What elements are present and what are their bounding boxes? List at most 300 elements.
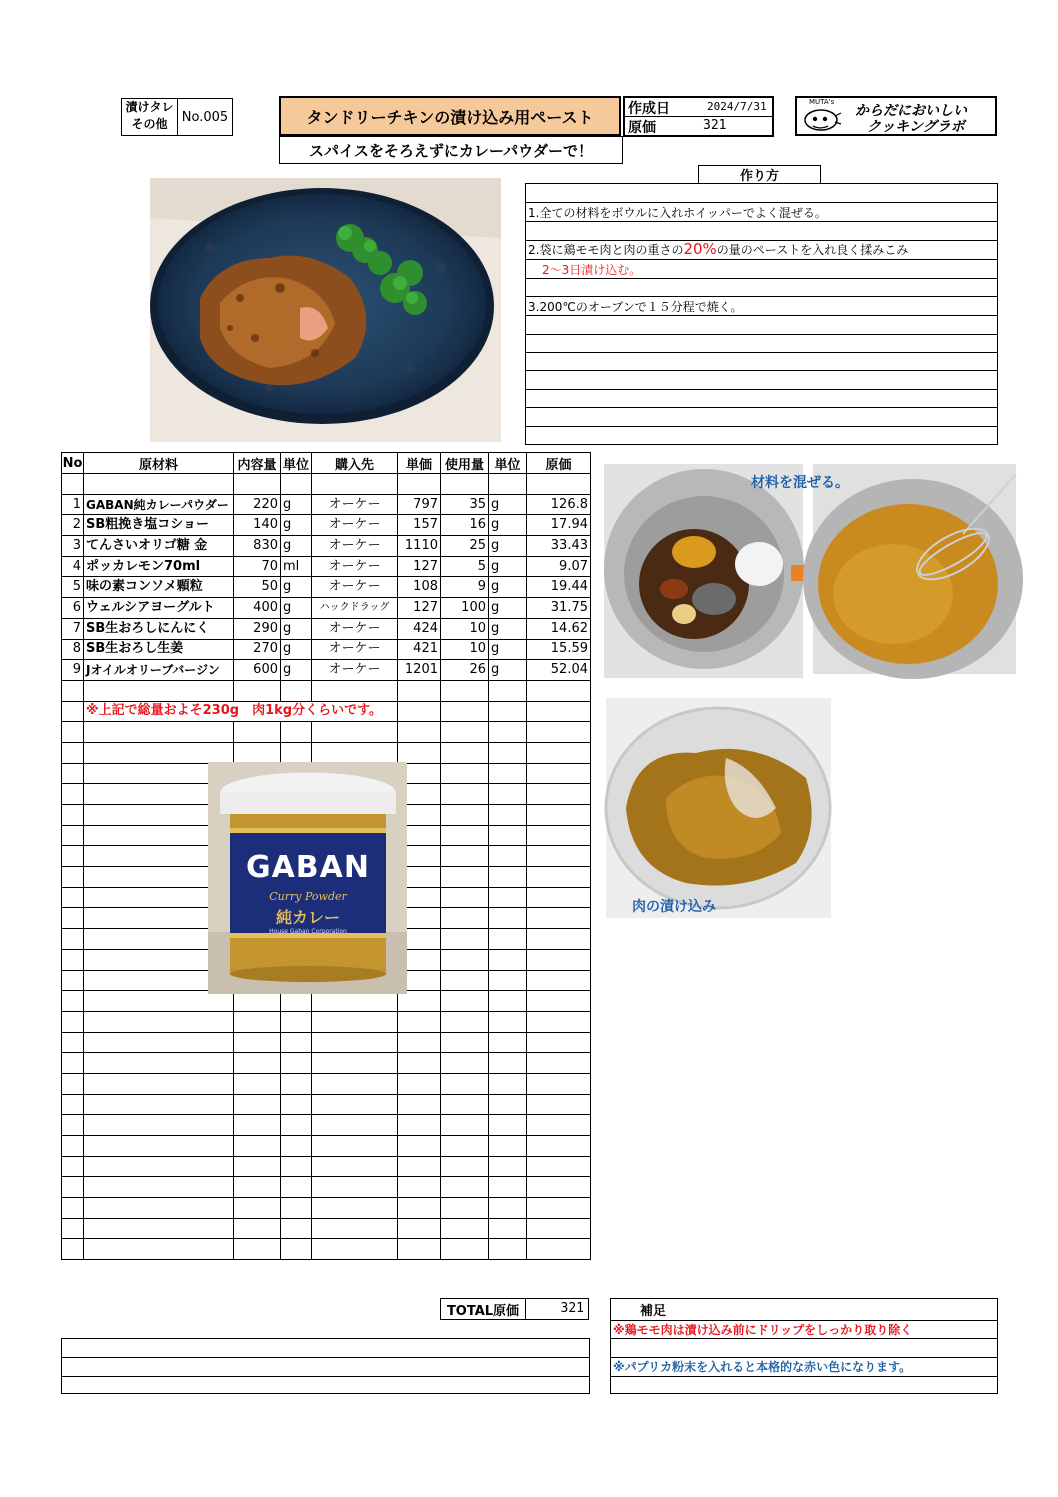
cell-cost: 126.8	[527, 494, 591, 515]
cell-usage: 25	[441, 536, 489, 557]
cell-no	[62, 763, 84, 784]
cell-ingredient: GABAN純カレーパウダー	[84, 494, 234, 515]
cell-unit-price	[398, 1115, 441, 1136]
cell-usage	[441, 680, 489, 701]
cell-unit: g	[281, 660, 312, 681]
cell-usage	[441, 474, 489, 495]
cell-cost	[527, 1032, 591, 1053]
cell-unit-price: 421	[398, 639, 441, 660]
cell-usage: 16	[441, 515, 489, 536]
cell-unit-price	[398, 1136, 441, 1157]
cell-cost: 19.44	[527, 577, 591, 598]
empty-cell	[441, 701, 489, 722]
empty-cell	[398, 701, 441, 722]
cell-content	[234, 1094, 281, 1115]
cell-no	[62, 784, 84, 805]
category-line2: その他	[131, 117, 168, 131]
cell-no	[62, 1136, 84, 1157]
logo-line1: からだにおいしい	[855, 103, 967, 119]
cell-store	[312, 1032, 398, 1053]
cell-cost	[527, 846, 591, 867]
table-row	[62, 494, 591, 515]
cell-usage-unit	[489, 929, 527, 950]
cell-usage-unit: g	[489, 660, 527, 681]
method-heading: 作り方	[698, 165, 821, 184]
gaban-can-photo	[208, 762, 407, 994]
memo-box	[61, 1338, 590, 1394]
cell-cost: 9.07	[527, 556, 591, 577]
cell-ingredient: ポッカレモン70ml	[84, 556, 234, 577]
cell-ingredient: てんさいオリゴ糖 金	[84, 536, 234, 557]
table-note-row	[62, 701, 591, 722]
cell-unit	[281, 1239, 312, 1260]
cell-no	[62, 1218, 84, 1239]
cell-no	[62, 1053, 84, 1074]
cell-store	[312, 1177, 398, 1198]
header-ingredient: 原材料	[84, 453, 234, 474]
cell-cost	[527, 1115, 591, 1136]
cell-content	[234, 1053, 281, 1074]
cell-usage-unit	[489, 742, 527, 763]
cell-ingredient	[84, 1136, 234, 1157]
cell-unit-price	[398, 722, 441, 743]
cell-store	[312, 1198, 398, 1219]
cell-usage-unit	[489, 867, 527, 888]
page-subtitle: スパイスをそろえずにカレーパウダーで！	[279, 136, 623, 164]
table-row	[62, 515, 591, 536]
cell-content: 290	[234, 618, 281, 639]
cell-usage	[441, 763, 489, 784]
table-row	[62, 742, 591, 763]
cell-unit-price	[398, 1011, 441, 1032]
category-box	[121, 98, 178, 136]
cell-cost	[527, 1094, 591, 1115]
cell-no	[62, 970, 84, 991]
cell-ingredient	[84, 722, 234, 743]
table-row	[62, 1218, 591, 1239]
cell-usage-unit: g	[489, 494, 527, 515]
cell-usage-unit	[489, 474, 527, 495]
cell-usage	[441, 970, 489, 991]
cell-content	[234, 722, 281, 743]
cell-unit: g	[281, 639, 312, 660]
cell-no	[62, 887, 84, 908]
empty-cell	[489, 701, 527, 722]
cell-no	[62, 825, 84, 846]
table-row	[62, 577, 591, 598]
cell-store	[312, 1156, 398, 1177]
table-row	[62, 680, 591, 701]
logo-line2: クッキングラボ	[867, 119, 965, 135]
cell-ingredient	[84, 1218, 234, 1239]
date-value: 2024/7/31	[707, 100, 767, 113]
table-row	[62, 1073, 591, 1094]
cell-usage-unit	[489, 846, 527, 867]
method-step-2-days: 2～3日漬け込む。	[542, 263, 642, 277]
cell-usage	[441, 846, 489, 867]
cell-unit-price: 797	[398, 494, 441, 515]
cell-no: 1	[62, 494, 84, 515]
cell-ingredient	[84, 1073, 234, 1094]
cell-usage-unit	[489, 908, 527, 929]
date-label: 作成日	[628, 101, 670, 117]
cell-usage-unit	[489, 1094, 527, 1115]
cell-store	[312, 680, 398, 701]
cell-content: 70	[234, 556, 281, 577]
cell-usage: 9	[441, 577, 489, 598]
cell-ingredient	[84, 1053, 234, 1074]
cell-no	[62, 1073, 84, 1094]
cell-unit-price	[398, 1032, 441, 1053]
cell-content: 140	[234, 515, 281, 536]
cell-no	[62, 680, 84, 701]
cell-content	[234, 1156, 281, 1177]
cell-usage: 100	[441, 598, 489, 619]
table-row	[62, 536, 591, 557]
cell-usage-unit	[489, 887, 527, 908]
cell-unit	[281, 1094, 312, 1115]
cell-unit-price	[398, 1094, 441, 1115]
cell-unit-price: 1201	[398, 660, 441, 681]
method-step-2-text-b: の量のペーストを入れ良く揉みこみ	[716, 243, 909, 257]
cell-unit-price	[398, 1073, 441, 1094]
cell-unit-price	[398, 1239, 441, 1260]
can-sub: Curry Powder	[269, 890, 347, 903]
cell-unit-price	[398, 680, 441, 701]
cell-usage-unit	[489, 1177, 527, 1198]
cell-unit-price	[398, 1156, 441, 1177]
cell-unit	[281, 722, 312, 743]
cell-cost	[527, 1239, 591, 1260]
cost-value: 321	[703, 118, 727, 133]
cell-cost	[527, 474, 591, 495]
recipe-number: No.005	[177, 98, 233, 136]
cell-usage-unit	[489, 1218, 527, 1239]
cell-store: オーケー	[312, 536, 398, 557]
cell-cost	[527, 1156, 591, 1177]
cell-no	[62, 929, 84, 950]
cell-cost	[527, 929, 591, 950]
cell-usage-unit: g	[489, 536, 527, 557]
cell-unit	[281, 1073, 312, 1094]
table-row	[62, 556, 591, 577]
cell-usage-unit	[489, 1032, 527, 1053]
cell-cost: 17.94	[527, 515, 591, 536]
cell-content	[234, 1115, 281, 1136]
header-usage: 使用量	[441, 453, 489, 474]
cell-usage-unit	[489, 680, 527, 701]
total-label: TOTAL原価	[440, 1298, 526, 1320]
cell-no	[62, 1094, 84, 1115]
cell-content: 270	[234, 639, 281, 660]
table-header-row	[62, 453, 591, 474]
cell-store	[312, 1094, 398, 1115]
cell-ingredient: SB生おろしにんにく	[84, 618, 234, 639]
cell-unit-price	[398, 1053, 441, 1074]
tandoori-chicken-photo	[150, 178, 501, 442]
cell-usage-unit	[489, 1053, 527, 1074]
cell-store	[312, 1053, 398, 1074]
cell-no	[62, 701, 84, 722]
table-row	[62, 1032, 591, 1053]
cell-no: 4	[62, 556, 84, 577]
cell-unit-price	[398, 742, 441, 763]
cell-usage	[441, 1136, 489, 1157]
cell-unit-price	[398, 1218, 441, 1239]
cell-no	[62, 949, 84, 970]
cell-usage-unit: g	[489, 515, 527, 536]
cell-cost	[527, 1011, 591, 1032]
cell-usage-unit	[489, 1156, 527, 1177]
cell-usage	[441, 1032, 489, 1053]
cell-no	[62, 1239, 84, 1260]
cell-store: オーケー	[312, 494, 398, 515]
cell-content	[234, 1218, 281, 1239]
table-row	[62, 1239, 591, 1260]
cell-no	[62, 805, 84, 826]
table-row	[62, 598, 591, 619]
cell-usage-unit	[489, 805, 527, 826]
cell-store: オーケー	[312, 515, 398, 536]
cell-unit: ml	[281, 556, 312, 577]
cell-no	[62, 846, 84, 867]
cell-content	[234, 1198, 281, 1219]
cell-cost	[527, 1198, 591, 1219]
can-brand: GABAN	[245, 850, 371, 885]
cell-unit-price: 1110	[398, 536, 441, 557]
cell-store	[312, 742, 398, 763]
marinate-caption: 肉の漬け込み	[632, 899, 716, 915]
cell-usage: 26	[441, 660, 489, 681]
brand-logo	[795, 96, 997, 136]
cell-unit-price: 424	[398, 618, 441, 639]
cell-usage-unit	[489, 722, 527, 743]
header-no: No	[62, 453, 84, 474]
cell-usage: 10	[441, 618, 489, 639]
cell-usage	[441, 908, 489, 929]
cell-usage	[441, 825, 489, 846]
cell-usage	[441, 1177, 489, 1198]
cell-usage	[441, 1115, 489, 1136]
cell-usage-unit: g	[489, 556, 527, 577]
cell-content	[234, 1073, 281, 1094]
cell-ingredient	[84, 1011, 234, 1032]
cell-cost	[527, 991, 591, 1012]
cell-unit: g	[281, 494, 312, 515]
cell-unit: g	[281, 536, 312, 557]
table-row	[62, 639, 591, 660]
cell-store: オーケー	[312, 577, 398, 598]
cell-usage	[441, 867, 489, 888]
cell-no	[62, 722, 84, 743]
cell-cost	[527, 680, 591, 701]
header-cost: 原価	[527, 453, 591, 474]
page-title: タンドリーチキンの漬け込み用ペースト	[279, 96, 621, 136]
cell-store	[312, 1218, 398, 1239]
cell-usage: 5	[441, 556, 489, 577]
cell-no: 2	[62, 515, 84, 536]
cell-ingredient	[84, 1032, 234, 1053]
cell-unit-price	[398, 474, 441, 495]
cell-cost	[527, 742, 591, 763]
method-step-3: 3.200℃のオーブンで１５分程で焼く。	[528, 300, 743, 314]
cell-no	[62, 991, 84, 1012]
cell-usage	[441, 1053, 489, 1074]
cell-unit: g	[281, 598, 312, 619]
supplement-note-1: ※鶏モモ肉は漬け込み前にドリップをしっかり取り除く	[613, 1323, 913, 1337]
cell-no	[62, 1115, 84, 1136]
cell-cost	[527, 1218, 591, 1239]
cell-cost	[527, 784, 591, 805]
cell-content	[234, 680, 281, 701]
cell-usage-unit: g	[489, 577, 527, 598]
header-content: 内容量	[234, 453, 281, 474]
table-row	[62, 1011, 591, 1032]
ingredients-bowl-photo	[604, 464, 803, 678]
cell-unit-price: 157	[398, 515, 441, 536]
total-value: 321	[525, 1298, 589, 1320]
cell-store	[312, 1239, 398, 1260]
cell-no	[62, 1198, 84, 1219]
cell-cost	[527, 970, 591, 991]
cell-store: オーケー	[312, 556, 398, 577]
cell-content	[234, 742, 281, 763]
table-row	[62, 1053, 591, 1074]
table-row	[62, 1198, 591, 1219]
logo-small-text: MUTA's	[809, 98, 835, 106]
table-row	[62, 1136, 591, 1157]
cell-usage-unit	[489, 1011, 527, 1032]
cell-cost	[527, 949, 591, 970]
method-step-2-percent: 20%	[683, 240, 717, 258]
cell-usage-unit	[489, 1073, 527, 1094]
cell-ingredient	[84, 1198, 234, 1219]
chef-face-icon	[801, 102, 843, 132]
cell-cost	[527, 763, 591, 784]
cell-usage	[441, 991, 489, 1012]
cell-cost	[527, 887, 591, 908]
table-row	[62, 1115, 591, 1136]
cell-no: 3	[62, 536, 84, 557]
cell-cost: 52.04	[527, 660, 591, 681]
cell-unit: g	[281, 618, 312, 639]
cell-cost	[527, 722, 591, 743]
cell-unit	[281, 474, 312, 495]
table-row	[62, 1094, 591, 1115]
cell-ingredient	[84, 1094, 234, 1115]
cell-usage-unit	[489, 949, 527, 970]
cell-unit: g	[281, 515, 312, 536]
can-jp: 純カレー	[275, 908, 340, 927]
cell-content	[234, 1239, 281, 1260]
cell-no	[62, 867, 84, 888]
cell-cost	[527, 867, 591, 888]
cell-unit-price	[398, 1198, 441, 1219]
cell-usage	[441, 887, 489, 908]
cell-usage: 10	[441, 639, 489, 660]
method-step-1: 1.全ての材料をボウルに入れホイッパーでよく混ぜる。	[528, 206, 827, 220]
cell-no: 7	[62, 618, 84, 639]
cell-no: 5	[62, 577, 84, 598]
cell-cost: 15.59	[527, 639, 591, 660]
cell-unit	[281, 1198, 312, 1219]
table-row	[62, 1156, 591, 1177]
cell-ingredient	[84, 1239, 234, 1260]
header-store: 購入先	[312, 453, 398, 474]
cell-cost: 33.43	[527, 536, 591, 557]
cell-ingredient	[84, 680, 234, 701]
cell-store: オーケー	[312, 660, 398, 681]
cell-content: 600	[234, 660, 281, 681]
cell-usage-unit	[489, 825, 527, 846]
cell-cost: 31.75	[527, 598, 591, 619]
header-unit-price: 単価	[398, 453, 441, 474]
cell-content: 400	[234, 598, 281, 619]
cell-store	[312, 1136, 398, 1157]
cell-unit	[281, 1156, 312, 1177]
meta-box	[623, 96, 774, 137]
empty-cell	[527, 701, 591, 722]
cell-no	[62, 742, 84, 763]
cell-content: 50	[234, 577, 281, 598]
cell-cost	[527, 1053, 591, 1074]
cell-usage	[441, 805, 489, 826]
table-note: ※上記で総量およそ230g 肉1kg分くらいです。	[84, 701, 398, 722]
cell-unit	[281, 680, 312, 701]
cell-usage	[441, 722, 489, 743]
cell-no: 6	[62, 598, 84, 619]
table-row	[62, 618, 591, 639]
cell-unit-price: 108	[398, 577, 441, 598]
cell-store	[312, 1115, 398, 1136]
cell-store: オーケー	[312, 639, 398, 660]
cell-no	[62, 1177, 84, 1198]
cell-no	[62, 474, 84, 495]
cell-usage-unit	[489, 1198, 527, 1219]
cell-usage-unit	[489, 1239, 527, 1260]
supplement-heading: 補足	[640, 1304, 667, 1319]
cell-ingredient	[84, 1115, 234, 1136]
marinating-photo	[606, 698, 831, 918]
cell-store: オーケー	[312, 618, 398, 639]
cell-cost	[527, 1073, 591, 1094]
cell-unit-price: 127	[398, 598, 441, 619]
mix-caption: 材料を混ぜる。	[751, 475, 849, 491]
cell-store	[312, 1011, 398, 1032]
cell-unit-price	[398, 1177, 441, 1198]
cell-usage	[441, 1239, 489, 1260]
supplement-box	[610, 1298, 998, 1394]
table-row	[62, 660, 591, 681]
cell-usage	[441, 1011, 489, 1032]
cell-store	[312, 474, 398, 495]
cell-cost	[527, 825, 591, 846]
category-line1: 漬けタレ	[125, 100, 174, 114]
supplement-note-2: ※パプリカ粉末を入れると本格的な赤い色になります。	[613, 1360, 912, 1374]
cell-cost	[527, 805, 591, 826]
method-step-2-text-a: 2.袋に鶏モモ肉と肉の重さの	[528, 243, 684, 257]
cell-usage	[441, 1156, 489, 1177]
cell-unit	[281, 1177, 312, 1198]
cell-unit: g	[281, 577, 312, 598]
cell-unit	[281, 1136, 312, 1157]
method-step-2	[528, 240, 908, 258]
cell-usage: 35	[441, 494, 489, 515]
can-maker: House Gaban Corporation	[269, 928, 347, 935]
cell-usage-unit	[489, 991, 527, 1012]
cell-unit	[281, 1032, 312, 1053]
cell-usage-unit	[489, 763, 527, 784]
